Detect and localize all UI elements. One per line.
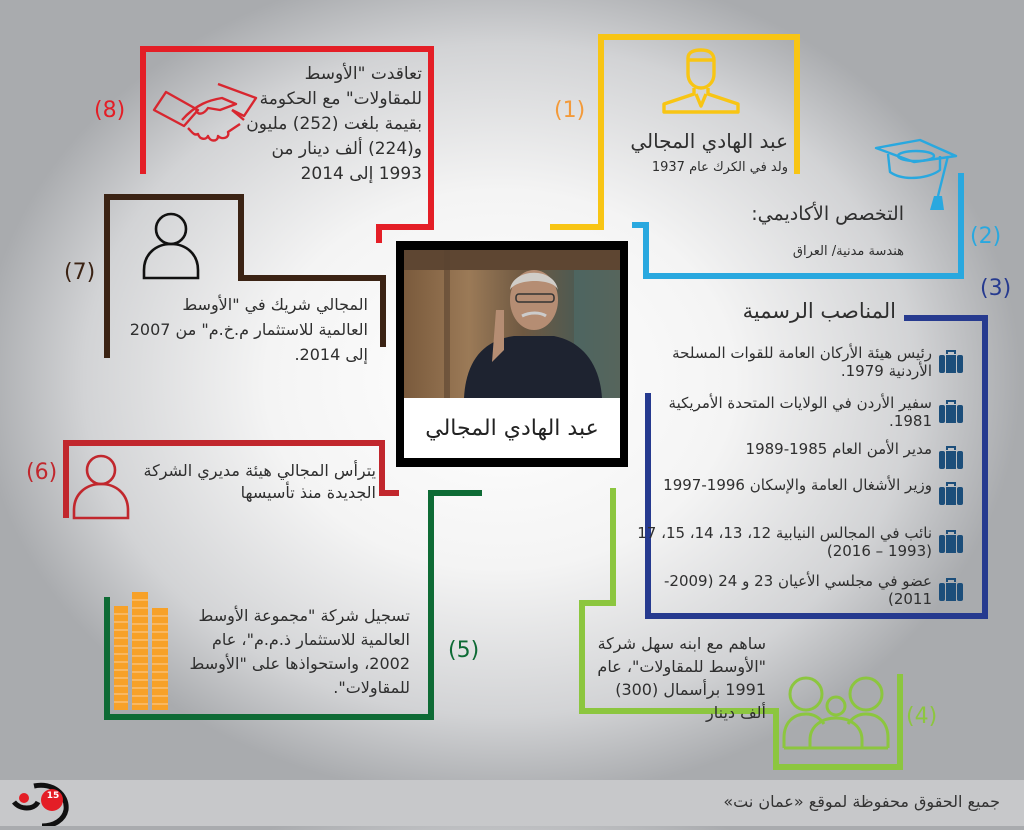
section-2-line [643, 222, 649, 279]
section-4-line [610, 488, 616, 604]
footer-copyright: جميع الحقوق محفوظة لموقع «عمان نت» [723, 792, 1000, 811]
position-text: نائب في المجالس النيابية 12، 13، 14، 15، 17 (1993 – 2016) [637, 524, 932, 560]
portrait-caption: عبد الهادي المجالي [404, 398, 620, 458]
section-3-line [904, 315, 988, 321]
section-4-line [579, 600, 585, 714]
section-2-text: هندسة مدنية/ العراق [792, 244, 904, 259]
position-item [634, 572, 964, 608]
section-7-number: (7) [64, 260, 96, 285]
position-item [634, 524, 964, 560]
position-item [634, 476, 964, 506]
position-text: رئيس هيئة الأركان العامة للقوات المسلحة الأردنية 1979. [672, 344, 932, 380]
section-8-line [376, 224, 382, 243]
section-2-line [632, 222, 649, 228]
section-5-line [104, 597, 110, 720]
section-6-text: يترأس المجالي هيئة مديري الشركة الجديدة منذ تأسيسها [143, 461, 376, 502]
section-8-line [428, 46, 434, 230]
section-1-line [598, 34, 604, 230]
section-5-text: تسجيل شركة "مجموعة الأوسط العالمية للاستثمار ذ.م.م"، عام 2002، واستحواذها على "الأوسط للمقاولات". [189, 606, 410, 697]
section-5-number: (5) [448, 638, 480, 663]
briefcase-icon [938, 576, 964, 602]
portrait-silhouette [404, 250, 620, 398]
section-3-line [982, 315, 988, 619]
section-4-line [773, 764, 903, 770]
section-2-line [643, 273, 964, 279]
section-2-line [958, 173, 964, 279]
person-icon [142, 212, 200, 280]
section-8-line [140, 46, 434, 52]
position-item [634, 440, 964, 470]
family-icon [782, 676, 890, 750]
portrait-photo [404, 250, 620, 398]
section-3-number: (3) [980, 276, 1012, 301]
briefcase-icon [938, 398, 964, 424]
section-8-text: تعاقدت "الأوسط للمقاولات" مع الحكومة بقيمة بلغت (252) مليون و(224) ألف دينار من 1993 إلى 2014 [246, 64, 422, 184]
logo-icon [6, 776, 76, 826]
site-logo [6, 776, 76, 826]
section-2-title: التخصص الأكاديمي: [751, 203, 904, 225]
section-1-line [598, 34, 800, 40]
section-4-line [897, 674, 903, 770]
section-5-line [428, 490, 434, 720]
briefcase-icon [938, 480, 964, 506]
person-icon [72, 454, 130, 520]
section-8-line [140, 46, 146, 174]
section-7-line [104, 194, 244, 200]
section-3-title: المناصب الرسمية [742, 299, 896, 323]
section-6-line [63, 440, 385, 446]
position-text: عضو في مجلسي الأعيان 23 و 24 (2009-2011) [663, 572, 932, 608]
position-text: سفير الأردن في الولايات المتحدة الأمريكية 1981. [668, 394, 932, 430]
section-6-number: (6) [26, 460, 58, 485]
position-text: مدير الأمن العام 1985-1989 [745, 440, 932, 458]
section-4-text: ساهم مع ابنه سهل شركة "الأوسط للمقاولات"، عام 1991 برأسمال (300) ألف دينار [597, 634, 766, 722]
section-5-line [428, 490, 482, 496]
section-1-number: (1) [554, 98, 586, 123]
section-1-line [550, 224, 604, 230]
section-7-line [238, 275, 386, 281]
section-1-line [794, 34, 800, 174]
position-item [634, 394, 964, 430]
section-7-text: المجالي شريك في "الأوسط العالمية للاستثمار م.خ.م" من 2007 إلى 2014. [129, 295, 368, 364]
section-6-line [379, 440, 385, 494]
section-4-line [773, 708, 779, 770]
logo-badge: 15 [46, 791, 60, 801]
section-2-number: (2) [970, 224, 1002, 249]
section-4-number: (4) [906, 704, 938, 729]
section-7-line [380, 275, 386, 347]
briefcase-icon [938, 444, 964, 470]
section-8-line [376, 224, 434, 230]
section-1-text: ولد في الكرك عام 1937 [651, 160, 788, 175]
section-8-number: (8) [94, 98, 126, 123]
section-7-line [238, 194, 244, 280]
section-3-line [645, 613, 988, 619]
section-5-line [104, 714, 434, 720]
coin-stacks-icon [114, 592, 170, 712]
section-6-line [379, 490, 399, 496]
position-text: وزير الأشغال العامة والإسكان 1996-1997 [663, 476, 932, 494]
briefcase-icon [938, 348, 964, 374]
section-7-line [104, 194, 110, 358]
man-avatar-icon [660, 48, 742, 114]
section-6-line [63, 440, 69, 518]
portrait-card [396, 241, 628, 467]
section-1-name: عبد الهادي المجالي [630, 129, 788, 153]
briefcase-icon [938, 528, 964, 554]
position-item [634, 344, 964, 380]
